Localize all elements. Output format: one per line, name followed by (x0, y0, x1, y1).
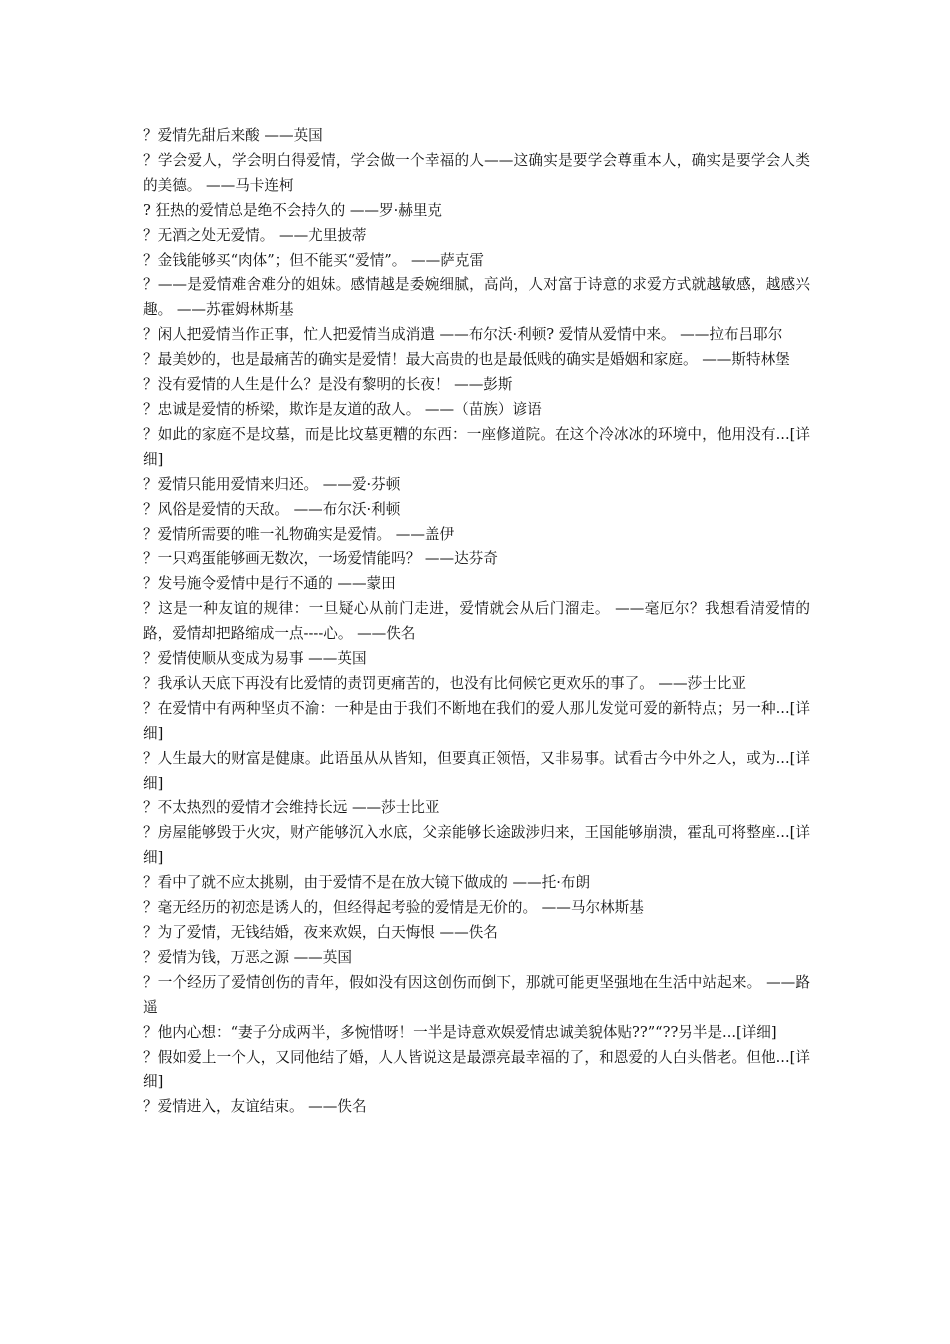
quote-paragraph: ？金钱能够买“肉体”；但不能买“爱情”。 ——萨克雷 (143, 251, 484, 269)
quote-paragraph: ？爱情所需要的唯一礼物确实是爱情。 ——盖伊 (143, 525, 455, 543)
quote-paragraph: ？一个经历了爱情创伤的青年，假如没有因这创伤而倒下，那就可能更坚强地在生活中站起来。 ——路遥 (143, 973, 810, 1016)
quote-paragraph: ？如此的家庭不是坟墓，而是比坟墓更糟的东西：一座修道院。在这个冷冰冰的环境中，他用没有...[详细] (143, 425, 810, 468)
quote-paragraph: ？房屋能够毁于火灾，财产能够沉入水底，父亲能够长途跋涉归来，王国能够崩溃，霍乱可将整座...[详细] (143, 824, 810, 867)
quote-paragraph: ？不太热烈的爱情才会维持长远 ——莎士比亚 (143, 799, 440, 817)
document-body (143, 124, 810, 1120)
quote-paragraph: ？学会爱人，学会明白得爱情，学会做一个幸福的人——这确实是要学会尊重本人，确实是要学会人类的美德。 ——马卡连柯 (143, 151, 810, 194)
quote-paragraph: ？爱情只能用爱情来归还。 ——爱·芬顿 (143, 475, 401, 493)
quote-paragraph: ？看中了就不应太挑剔，由于爱情不是在放大镜下做成的 ——托·布朗 (143, 874, 591, 892)
quote-paragraph: ？在爱情中有两种坚贞不渝：一种是由于我们不断地在我们的爱人那儿发觉可爱的新特点；另一种...[详细] (143, 699, 810, 742)
quote-paragraph: ？没有爱情的人生是什么？是没有黎明的长夜！ ——彭斯 (143, 376, 513, 394)
quote-paragraph: ？他内心想：“妻子分成两半，多惋惜呀！一半是诗意欢娱爱情忠诚美貌体贴??”“??另半是...[详细] (143, 1023, 777, 1041)
quote-paragraph: ？人生最大的财富是健康。此语虽从从皆知，但要真正领悟，又非易事。试看古今中外之人，或为...[详细] (143, 749, 810, 792)
quote-paragraph: ？闲人把爱情当作正事，忙人把爱情当成消遣 ——布尔沃·利顿? 爱情从爱情中来。 ——拉布吕耶尔 (143, 326, 783, 344)
quote-paragraph: ？发号施令爱情中是行不通的 ——蒙田 (143, 575, 396, 593)
quote-paragraph: ？我承认天底下再没有比爱情的责罚更痛苦的，也没有比伺候它更欢乐的事了。 ——莎士比亚 (143, 674, 746, 692)
quote-paragraph: ？忠诚是爱情的桥梁，欺诈是友道的敌人。 ——（苗族）谚语 (143, 400, 542, 418)
quote-paragraph: ? 狂热的爱情总是绝不会持久的 ——罗·赫里克 (143, 201, 443, 219)
quote-paragraph: ？爱情使顺从变成为易事 ——英国 (143, 650, 367, 668)
quote-paragraph: ？无酒之处无爱情。 ——尤里披蒂 (143, 226, 367, 244)
quote-paragraph: ？毫无经历的初恋是诱人的，但经得起考验的爱情是无价的。 ——马尔林斯基 (143, 899, 644, 917)
quote-paragraph: ？为了爱情，无钱结婚，夜来欢娱，白天悔恨 ——佚名 (143, 924, 498, 941)
quote-paragraph: ？假如爱上一个人，又同他结了婚，人人皆说这是最漂亮最幸福的了，和恩爱的人白头偕老。但他...[详细] (143, 1048, 810, 1091)
quote-paragraph: ？一只鸡蛋能够画无数次，一场爱情能吗？ ——达芬奇 (143, 550, 498, 568)
quote-paragraph: ？爱情为钱，万恶之源 ——英国 (143, 948, 352, 966)
quote-paragraph: ？爱情先甜后来酸 ——英国 (143, 127, 323, 144)
quote-paragraph: ？——是爱情难舍难分的姐妹。感情越是委婉细腻，高尚，人对富于诗意的求爱方式就越敏感，越感兴趣。 ——苏霍姆林斯基 (143, 276, 810, 319)
quote-paragraph: ？最美妙的，也是最痛苦的确实是爱情！最大高贵的也是最低贱的确实是婚姻和家庭。 ——斯特林堡 (143, 351, 790, 369)
quote-paragraph: ？这是一种友谊的规律：一旦疑心从前门走进，爱情就会从后门溜走。 ——毫厄尔？我想看清爱情的路，爱情却把路缩成一点----心。 ——佚名 (143, 600, 810, 643)
quote-paragraph: ？风俗是爱情的天敌。 ——布尔沃·利顿 (143, 500, 401, 518)
quote-paragraph: ？爱情进入，友谊结束。 ——佚名 (143, 1098, 367, 1116)
